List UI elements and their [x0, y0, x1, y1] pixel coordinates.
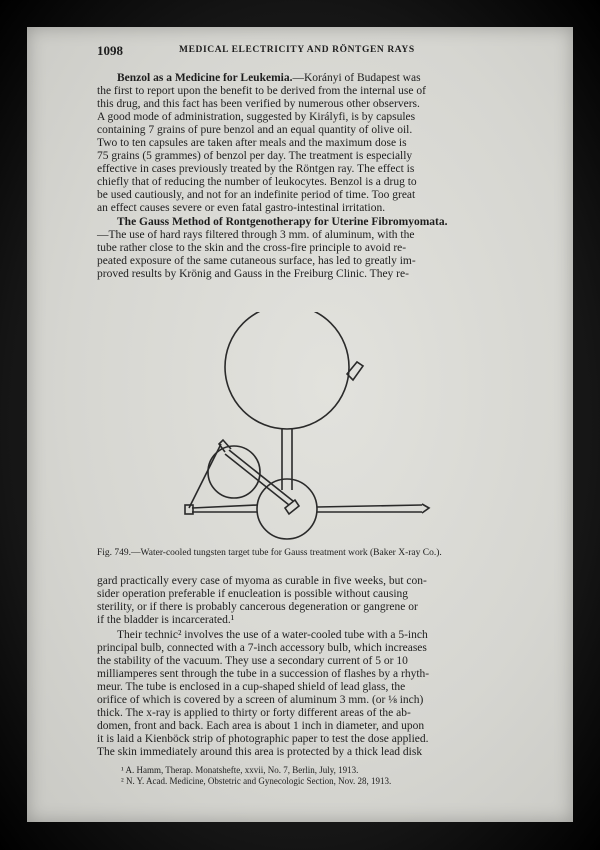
section-2-heading: The Gauss Method of Rontgenotherapy for Uterine Fibromyomata.: [117, 216, 448, 228]
body-line: principal bulb, connected with a 7-inch accessory bulb, which increases: [97, 642, 427, 654]
figure-caption: Fig. 749.—Water-cooled tungsten target tube for Gauss treatment work (Baker X-ray Co.).: [97, 548, 442, 558]
body-line: meur. The tube is enclosed in a cup-shaped shield of lead glass, the: [97, 681, 406, 693]
page-number: 1098: [97, 43, 123, 58]
cathode-arm: [192, 505, 257, 512]
main-bulb: [257, 479, 317, 539]
body-line: be used cautiously, and not for an indefinite period of time. Too great: [97, 189, 416, 201]
body-line: 75 grains (5 grammes) of benzol per day. The treatment is especially: [97, 150, 413, 162]
xray-tube-illustration: [177, 312, 447, 542]
body-line: the first to report upon the benefit to be derived from the internal use of: [97, 85, 426, 97]
running-title: MEDICAL ELECTRICITY AND RÖNTGEN RAYS: [179, 45, 415, 55]
body-line: The skin immediately around this area is protected by a thick lead disk: [97, 746, 423, 758]
body-line: orifice of which is covered by a screen of aluminum 3 mm. (or ⅛ inch): [97, 694, 424, 706]
body-line: —The use of hard rays filtered through 3 mm. of aluminum, with the: [97, 229, 415, 241]
body-line: proved results by Krönig and Gauss in the Freiburg Clinic. They re-: [97, 268, 409, 280]
tungsten-target: [285, 500, 299, 514]
body-line: chiefly that of reducing the number of leukocytes. Benzol is a drug to: [97, 176, 417, 188]
body-line: this drug, and this fact has been verified by numerous other observers.: [97, 98, 420, 110]
support-wire: [189, 444, 221, 508]
anode-terminal: [422, 504, 429, 513]
section-1-heading: Benzol as a Medicine for Leukemia.: [117, 72, 293, 84]
body-line: A good mode of administration, suggested by Királyfi, is by capsules: [97, 111, 416, 123]
body-line: an effect causes severe or even fatal gastro-intestinal irritation.: [97, 202, 386, 214]
section-1-first-line: [117, 72, 421, 85]
footnote-2: ² N. Y. Acad. Medicine, Obstetric and Gynecologic Section, Nov. 28, 1913.: [121, 776, 392, 786]
body-line: gard practically every case of myoma as curable in five weeks, but con-: [97, 575, 427, 587]
body-line: sider operation preferable if enucleation is possible without causing: [97, 588, 409, 600]
body-line: Two to ten capsules are taken after meals and the maximum dose is: [97, 137, 407, 149]
body-line: —Korányi of Budapest was: [292, 72, 421, 84]
body-line: effective in cases previously treated by the Röntgen ray. The effect is: [97, 163, 415, 175]
book-page: [27, 27, 573, 822]
body-line: if the bladder is incarcerated.¹: [97, 614, 235, 626]
body-line: thick. The x-ray is applied to thirty or forty different areas of the ab-: [97, 707, 411, 719]
anode-arm: [317, 505, 422, 512]
cooling-bulb: [225, 312, 349, 429]
body-line: milliamperes sent through the tube in a succession of flashes by a rhyth-: [97, 668, 430, 680]
footnote-1: ¹ A. Hamm, Therap. Monatshefte, xxvii, No. 7, Berlin, July, 1913.: [121, 765, 359, 775]
body-line: it is laid a Kienböck strip of photographic paper to test the dose applied.: [97, 733, 429, 745]
body-line: sterility, or if there is probably cancerous degeneration or gangrene or: [97, 601, 418, 613]
connecting-neck: [282, 428, 292, 490]
body-line: domen, front and back. Each area is about 1 inch in diameter, and upon: [97, 720, 425, 732]
body-line: containing 7 grains of pure benzol and an equal quantity of olive oil.: [97, 124, 413, 136]
body-line: Their technic² involves the use of a water-cooled tube with a 5-inch: [117, 629, 428, 641]
body-line: tube rather close to the skin and the cross-fire principle to avoid re-: [97, 242, 407, 254]
body-line: peated exposure of the same cutaneous surface, has led to greatly im-: [97, 255, 416, 267]
body-line: the stability of the vacuum. They use a secondary current of 5 or 10: [97, 655, 408, 667]
